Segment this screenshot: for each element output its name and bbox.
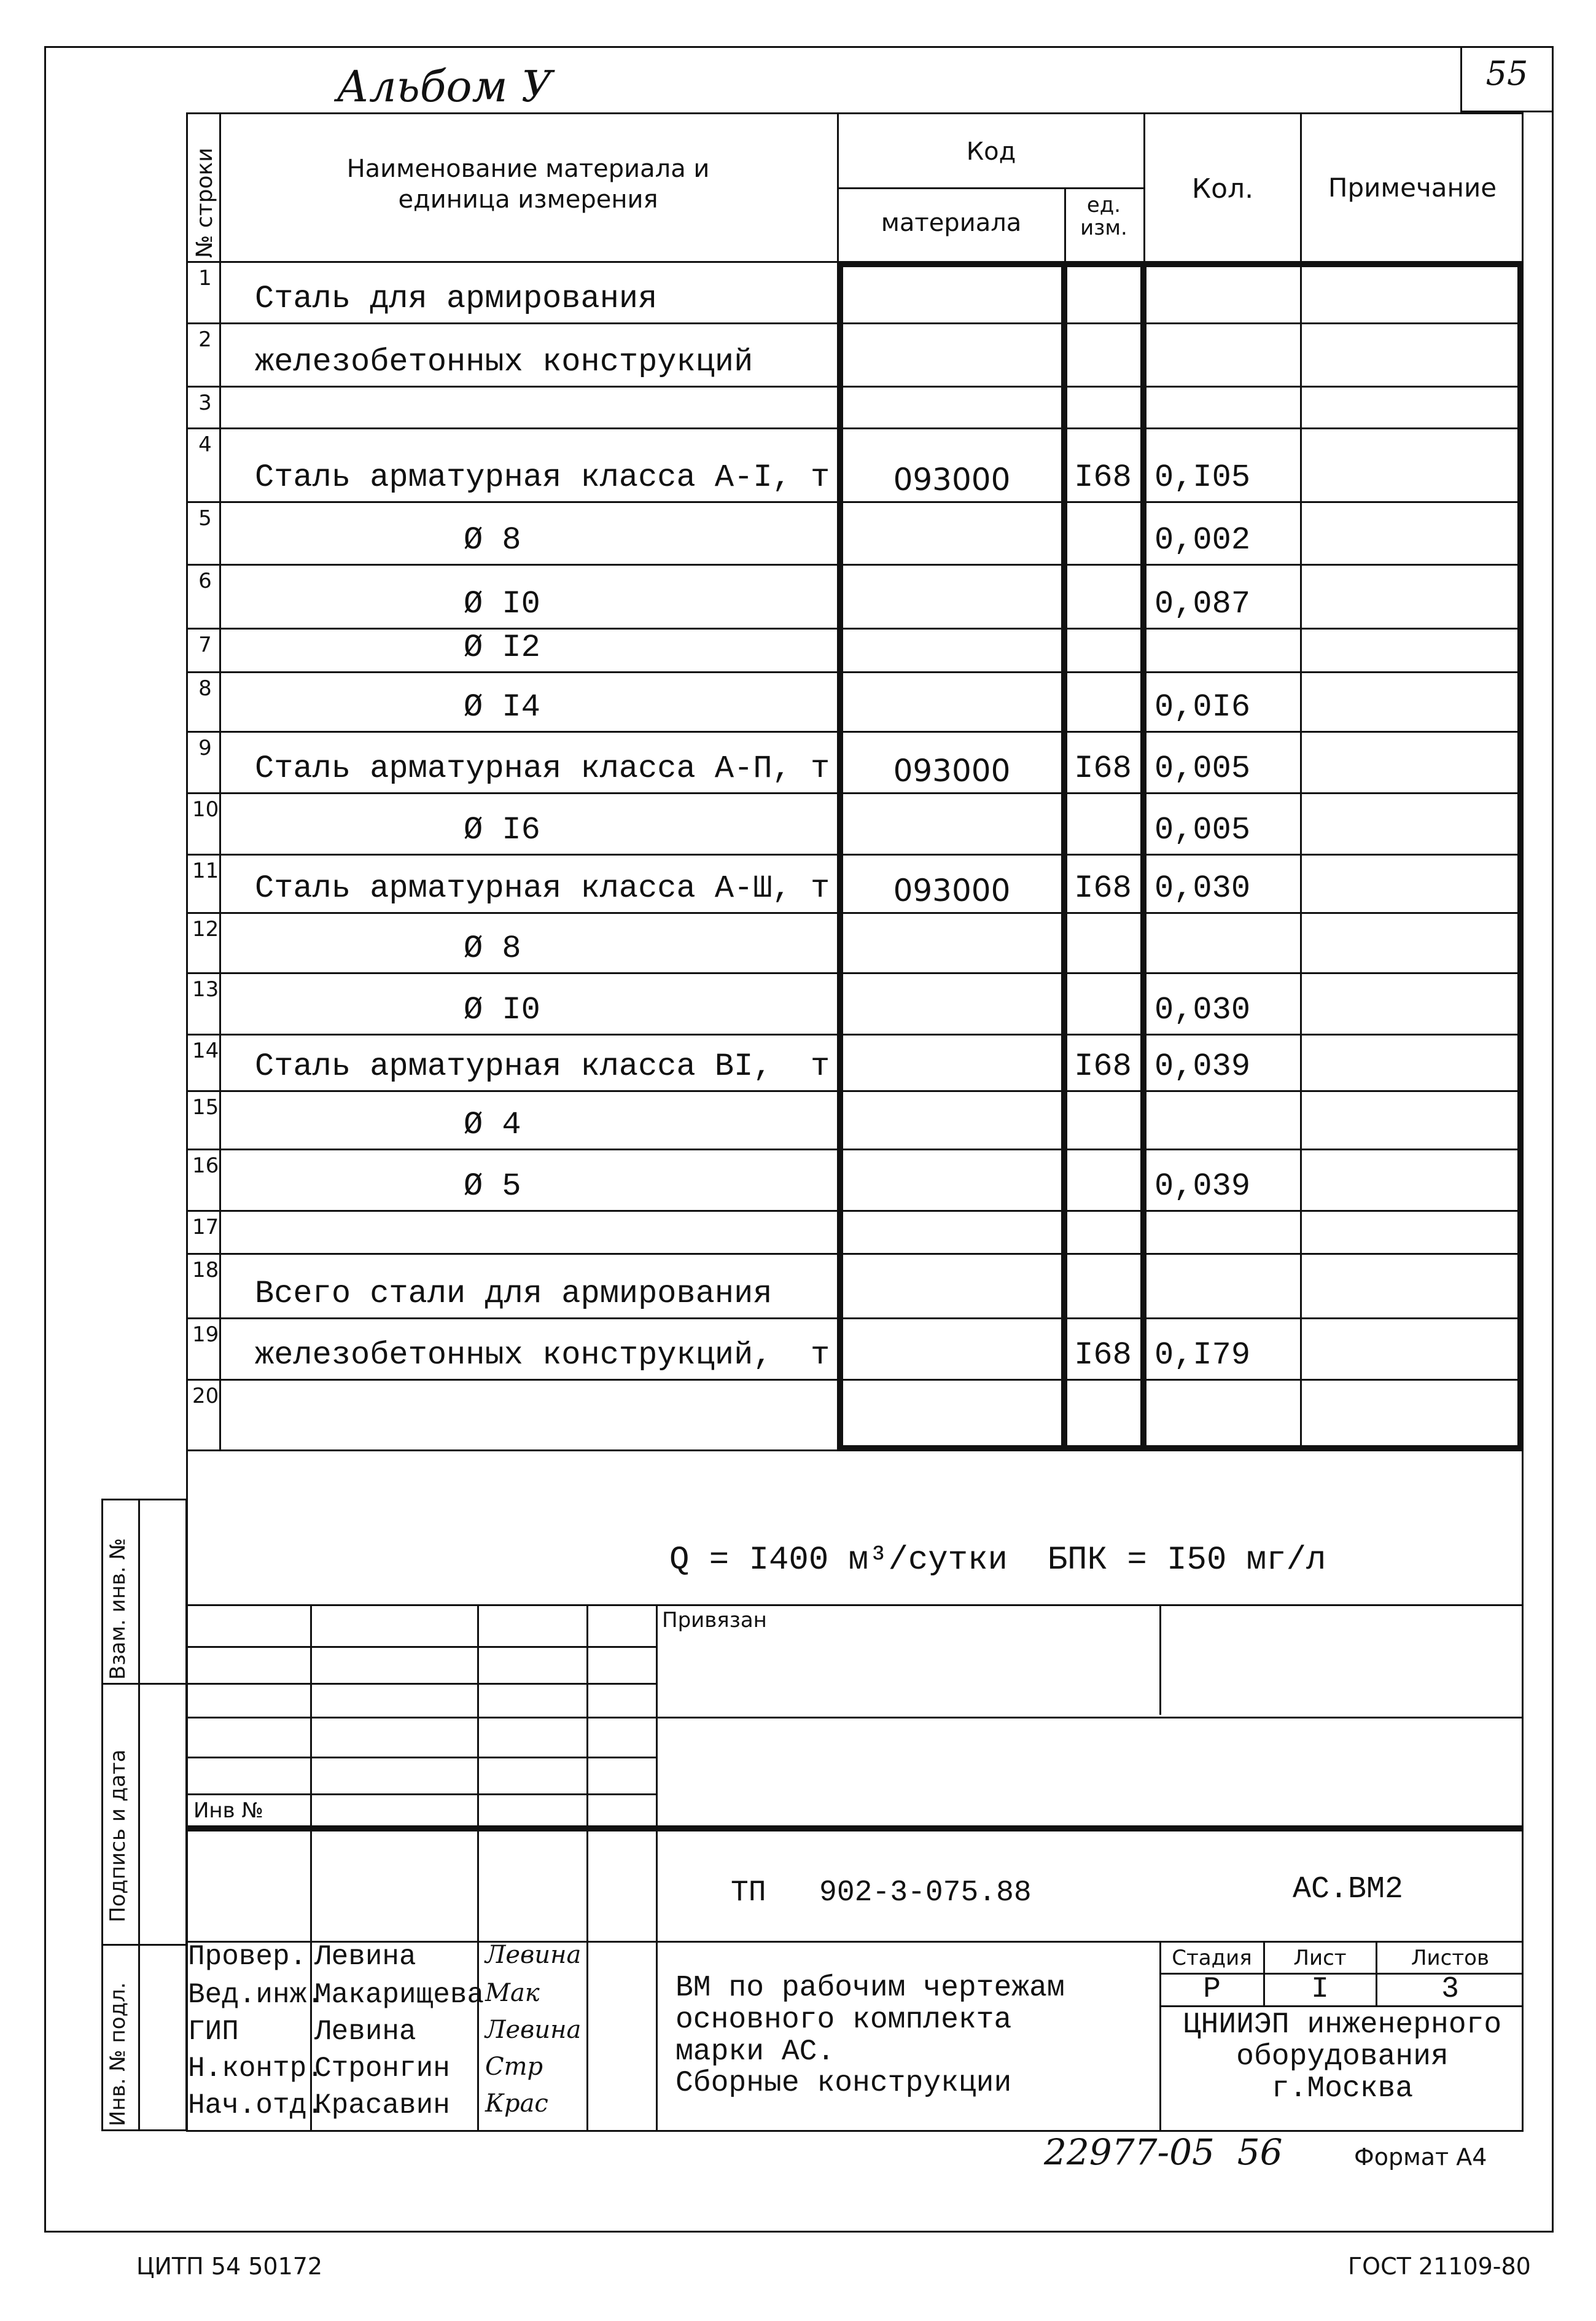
footer-right: ГОСТ 21109-80 xyxy=(1348,2253,1531,2280)
staff-signature: Крас xyxy=(485,2089,548,2118)
row-qty: 0,039 xyxy=(1154,1048,1251,1085)
row-name: Ø I0 xyxy=(464,992,540,1028)
col-line-unit xyxy=(1064,187,1066,261)
row-number: 5 xyxy=(198,506,212,531)
row-divider xyxy=(186,792,1524,794)
row-name: Ø 5 xyxy=(464,1168,521,1204)
staff-signature: Стр xyxy=(485,2053,543,2081)
header-note: Примечание xyxy=(1328,173,1497,203)
row-number: 2 xyxy=(198,327,212,352)
staff-name: Левина xyxy=(314,1941,416,1973)
side-line-1 xyxy=(101,1683,187,1685)
row-number: 4 xyxy=(198,432,212,457)
row-number: 3 xyxy=(198,391,212,415)
stamp-privyazan: Привязан xyxy=(662,1608,767,1633)
row-divider xyxy=(186,628,1524,630)
staff-name: Макарищева xyxy=(314,1979,485,2011)
row-unit: I68 xyxy=(1074,459,1132,496)
row-divider xyxy=(186,1090,1524,1092)
row-divider xyxy=(186,1379,1524,1381)
row-name: Сталь для армирования xyxy=(255,281,658,317)
row-number: 16 xyxy=(192,1153,219,1178)
row-divider xyxy=(186,564,1524,566)
row-code: 093000 xyxy=(893,873,1011,908)
staff-role: ГИП xyxy=(188,2016,239,2048)
row-number: 8 xyxy=(198,676,212,701)
row-code: 093000 xyxy=(893,753,1011,789)
staff-name: Красавин xyxy=(314,2089,450,2121)
row-name: Сталь арматурная класса А-П, т xyxy=(255,751,830,787)
row-unit: I68 xyxy=(1074,870,1132,907)
side-label-podpis: Подпись и дата xyxy=(106,1749,130,1922)
row-name: Сталь арматурная класса А-I, т xyxy=(255,459,830,496)
row-number: 1 xyxy=(198,266,212,291)
row-name: Ø 8 xyxy=(464,522,521,558)
stage-value: Р xyxy=(1203,1973,1221,2006)
row-name: Ø 8 xyxy=(464,930,521,967)
col-line-name xyxy=(837,112,839,261)
side-label-vzam: Взам. инв. № xyxy=(106,1538,130,1680)
row-number: 6 xyxy=(198,569,212,593)
row-qty: 0,005 xyxy=(1154,812,1251,848)
album-label: Альбом У xyxy=(337,61,553,112)
staff-signature: Мак xyxy=(485,1979,540,2007)
row-qty: 0,005 xyxy=(1154,751,1251,787)
row-name: железобетонных конструкций, т xyxy=(255,1337,830,1373)
org-line-3: г.Москва xyxy=(1271,2072,1414,2105)
side-line-2 xyxy=(101,1944,187,1946)
row-name: Всего стали для армирования xyxy=(255,1276,773,1312)
row-name: Сталь арматурная класса А-Ш, т xyxy=(255,870,830,907)
col-thick-unit xyxy=(1061,261,1067,1451)
header-row-no: № строки xyxy=(192,147,217,258)
row-divider xyxy=(186,322,1524,324)
stamp-title-line-1: ВМ по рабочим чертежам xyxy=(675,1972,1065,2005)
stamp-line-c xyxy=(186,1717,1524,1718)
header-code: Код xyxy=(966,138,1016,166)
staff-role: Провер. xyxy=(188,1941,307,1973)
row-number: 12 xyxy=(192,917,219,942)
stamp-title-line-4: Сборные конструкции xyxy=(675,2067,1012,2101)
stamp-title-line-2: основного комплекта xyxy=(675,2003,1012,2037)
sheet-label: Лист xyxy=(1293,1946,1347,1970)
org-line-2: оборудования xyxy=(1236,2040,1449,2073)
footer-left: ЦИТП 54 50172 xyxy=(136,2253,323,2280)
bottom-number: 22977-05 56 xyxy=(1044,2131,1283,2173)
stamp-col-4 xyxy=(656,1604,658,2131)
row-unit: I68 xyxy=(1074,1048,1132,1085)
row-number: 7 xyxy=(198,633,212,657)
row-name: Ø I0 xyxy=(464,586,540,622)
stage-label: Стадия xyxy=(1172,1946,1252,1970)
row-name: Ø I2 xyxy=(464,630,540,666)
row-divider xyxy=(186,1210,1524,1212)
row-divider xyxy=(186,1317,1524,1319)
row-qty: 0,039 xyxy=(1154,1168,1251,1204)
row-qty: 0,087 xyxy=(1154,586,1251,622)
row-code: 093000 xyxy=(893,462,1011,497)
sheets-label: Листов xyxy=(1411,1946,1489,1970)
org-line-1: ЦНИИЭП инженерного xyxy=(1183,2008,1502,2042)
code-sub-line xyxy=(837,187,1144,189)
row-divider xyxy=(186,1149,1524,1150)
row-divider xyxy=(186,731,1524,733)
stamp-col-5 xyxy=(1159,1604,1161,1715)
row-qty: 0,002 xyxy=(1154,522,1251,558)
row-divider xyxy=(186,386,1524,388)
staff-signature: Левина xyxy=(485,1941,582,1969)
header-code-unit: ед. изм. xyxy=(1080,193,1127,241)
staff-role: Н.контр. xyxy=(188,2053,324,2085)
row-unit: I68 xyxy=(1074,751,1132,787)
row-name: Ø 4 xyxy=(464,1107,521,1143)
staff-name: Левина xyxy=(314,2016,416,2048)
header-qty: Кол. xyxy=(1191,173,1254,205)
side-strip-inner xyxy=(138,1499,140,2131)
row-divider xyxy=(186,912,1524,914)
col-body-note xyxy=(1300,261,1302,1451)
row-name: Ø I4 xyxy=(464,689,540,725)
row-divider xyxy=(186,972,1524,974)
format-label: Формат А4 xyxy=(1354,2144,1487,2171)
header-code-material: материала xyxy=(881,209,1022,237)
row-divider xyxy=(186,1253,1524,1255)
org-block xyxy=(1162,2010,1523,2105)
row-number: 14 xyxy=(192,1039,219,1063)
row-divider xyxy=(186,671,1524,673)
row-number: 15 xyxy=(192,1095,219,1120)
page-number: 55 xyxy=(1485,54,1528,93)
stamp-line-f xyxy=(186,1825,1524,1831)
row-number: 10 xyxy=(192,797,219,822)
row-divider xyxy=(186,1034,1524,1036)
col-thick-qty xyxy=(1140,261,1146,1451)
col-line-no xyxy=(219,112,221,1451)
side-label-inv: Инв. № подл. xyxy=(106,1982,130,2126)
staff-signature: Левина xyxy=(485,2016,582,2044)
row-unit: I68 xyxy=(1074,1337,1132,1373)
row-qty: 0,030 xyxy=(1154,992,1251,1028)
row-name: Ø I6 xyxy=(464,812,540,848)
row-divider xyxy=(186,501,1524,503)
row-name: Сталь арматурная класса ВI, т xyxy=(255,1048,830,1085)
stamp-line-b xyxy=(186,1683,656,1685)
row-divider xyxy=(186,854,1524,856)
stamp-col-3 xyxy=(586,1604,588,2131)
staff-role: Вед.инж. xyxy=(188,1979,324,2011)
stamp-top-line xyxy=(186,1604,1524,1606)
row-number: 20 xyxy=(192,1384,219,1408)
row-number: 9 xyxy=(198,736,212,760)
header-name: Наименование материала и единица измерения xyxy=(346,155,710,214)
row-qty: 0,030 xyxy=(1154,870,1251,907)
staff-role: Нач.отд. xyxy=(188,2089,324,2121)
stamp-title-line-3: марки АС. xyxy=(675,2035,835,2069)
row-qty: 0,I79 xyxy=(1154,1337,1251,1373)
row-number: 13 xyxy=(192,977,219,1002)
row-name: железобетонных конструкций xyxy=(255,344,753,380)
staff-name: Стронгин xyxy=(314,2053,450,2085)
stamp-bottom-line xyxy=(186,2130,1524,2132)
sheet-value: I xyxy=(1311,1973,1329,2006)
sheets-value: 3 xyxy=(1441,1973,1459,2006)
stamp-mark: АС.ВМ2 xyxy=(1293,1872,1404,1907)
row-number: 11 xyxy=(192,859,219,883)
row-number: 19 xyxy=(192,1322,219,1347)
stamp-line-d xyxy=(186,1757,656,1758)
stamp-project-code: ТП 902-3-075.88 xyxy=(731,1876,1032,1909)
stamp-line-a xyxy=(186,1646,656,1648)
row-qty: 0,I05 xyxy=(1154,459,1251,496)
stamp-line-e xyxy=(186,1793,656,1795)
row-qty: 0,0I6 xyxy=(1154,689,1251,725)
row-number: 18 xyxy=(192,1258,219,1282)
stamp-col-2 xyxy=(477,1604,479,2131)
capacity-line: Q = I400 м³/сутки БПК = I50 мг/л xyxy=(669,1542,1326,1579)
row-number: 17 xyxy=(192,1215,219,1239)
row-divider xyxy=(186,427,1524,429)
stamp-title xyxy=(675,1973,1065,2100)
stamp-inv-no: Инв № xyxy=(193,1798,263,1823)
data-thick-frame xyxy=(837,261,1524,1451)
